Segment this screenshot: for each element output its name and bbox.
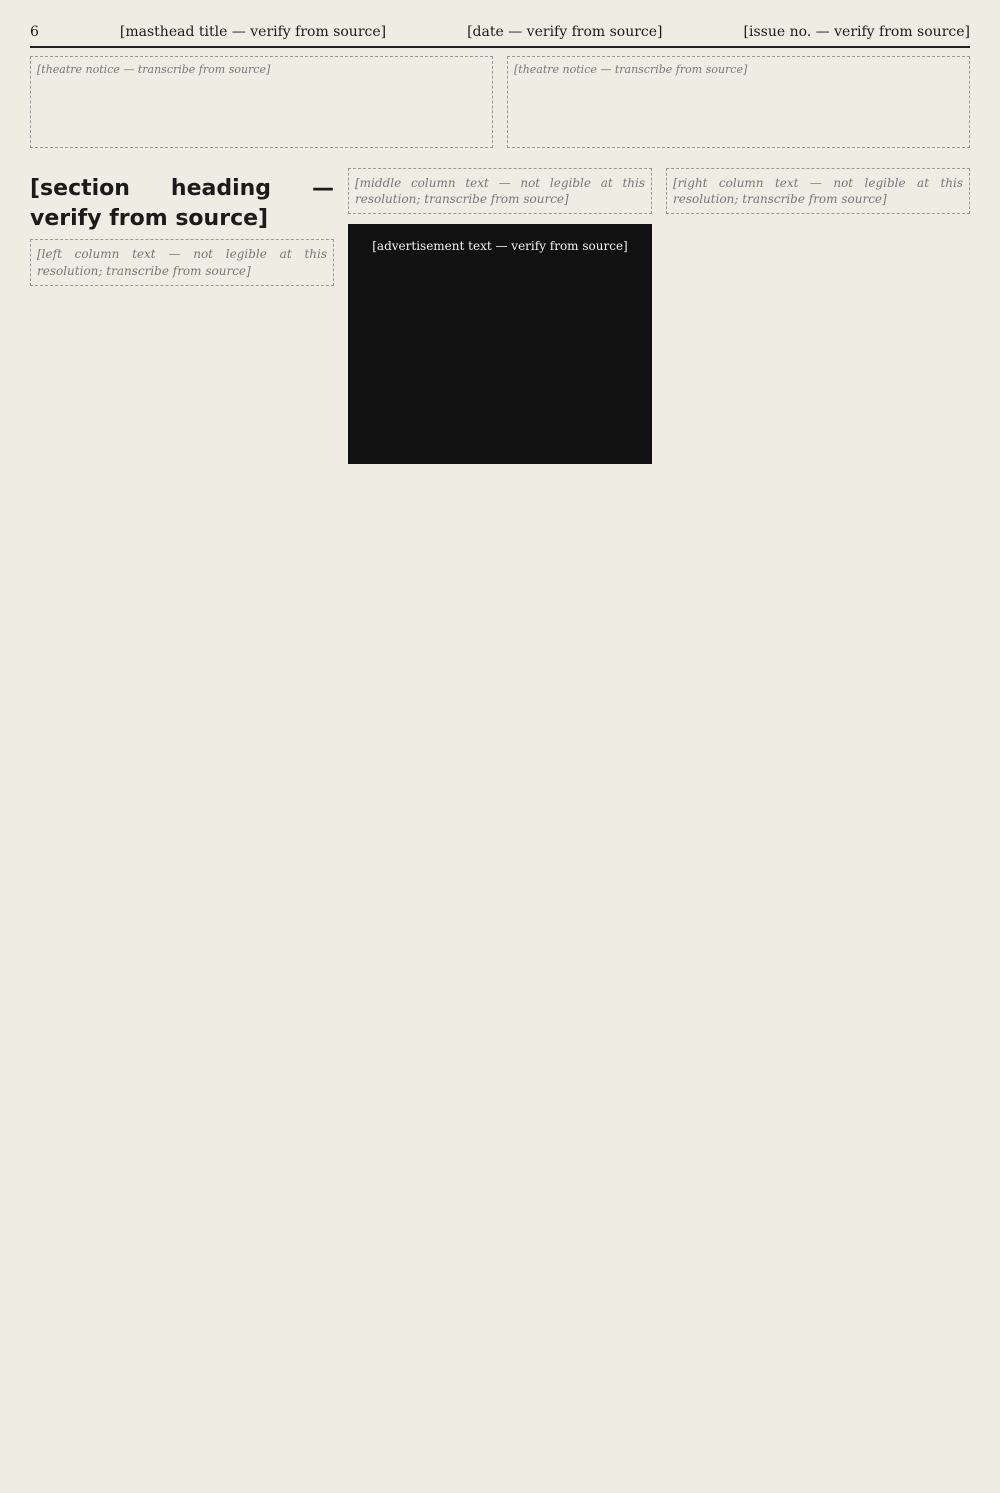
column-left-body: [left column text — not legible at this resolution; transcribe from source] bbox=[30, 239, 334, 285]
column-middle bbox=[348, 168, 652, 1488]
section-heading: [section heading — verify from source] bbox=[30, 176, 334, 231]
columns bbox=[30, 168, 970, 1488]
page-number: 6 bbox=[30, 24, 39, 40]
column-right-body: [right column text — not legible at this resolution; transcribe from source] bbox=[666, 168, 970, 214]
column-right bbox=[666, 168, 970, 1488]
masthead-title: [masthead title — verify from source] bbox=[119, 24, 387, 40]
column-left bbox=[30, 168, 334, 1488]
theatre-ad-left: [theatre notice — transcribe from source] bbox=[30, 56, 493, 148]
issue-number: [issue no. — verify from source] bbox=[743, 24, 970, 40]
advertisement-banner: [advertisement text — verify from source] bbox=[348, 224, 652, 464]
masthead-date: [date — verify from source] bbox=[467, 24, 663, 40]
column-middle-body: [middle column text — not legible at this resolution; transcribe from source] bbox=[348, 168, 652, 214]
header-ads bbox=[30, 56, 970, 156]
masthead bbox=[30, 24, 970, 48]
theatre-ad-right: [theatre notice — transcribe from source] bbox=[507, 56, 970, 148]
